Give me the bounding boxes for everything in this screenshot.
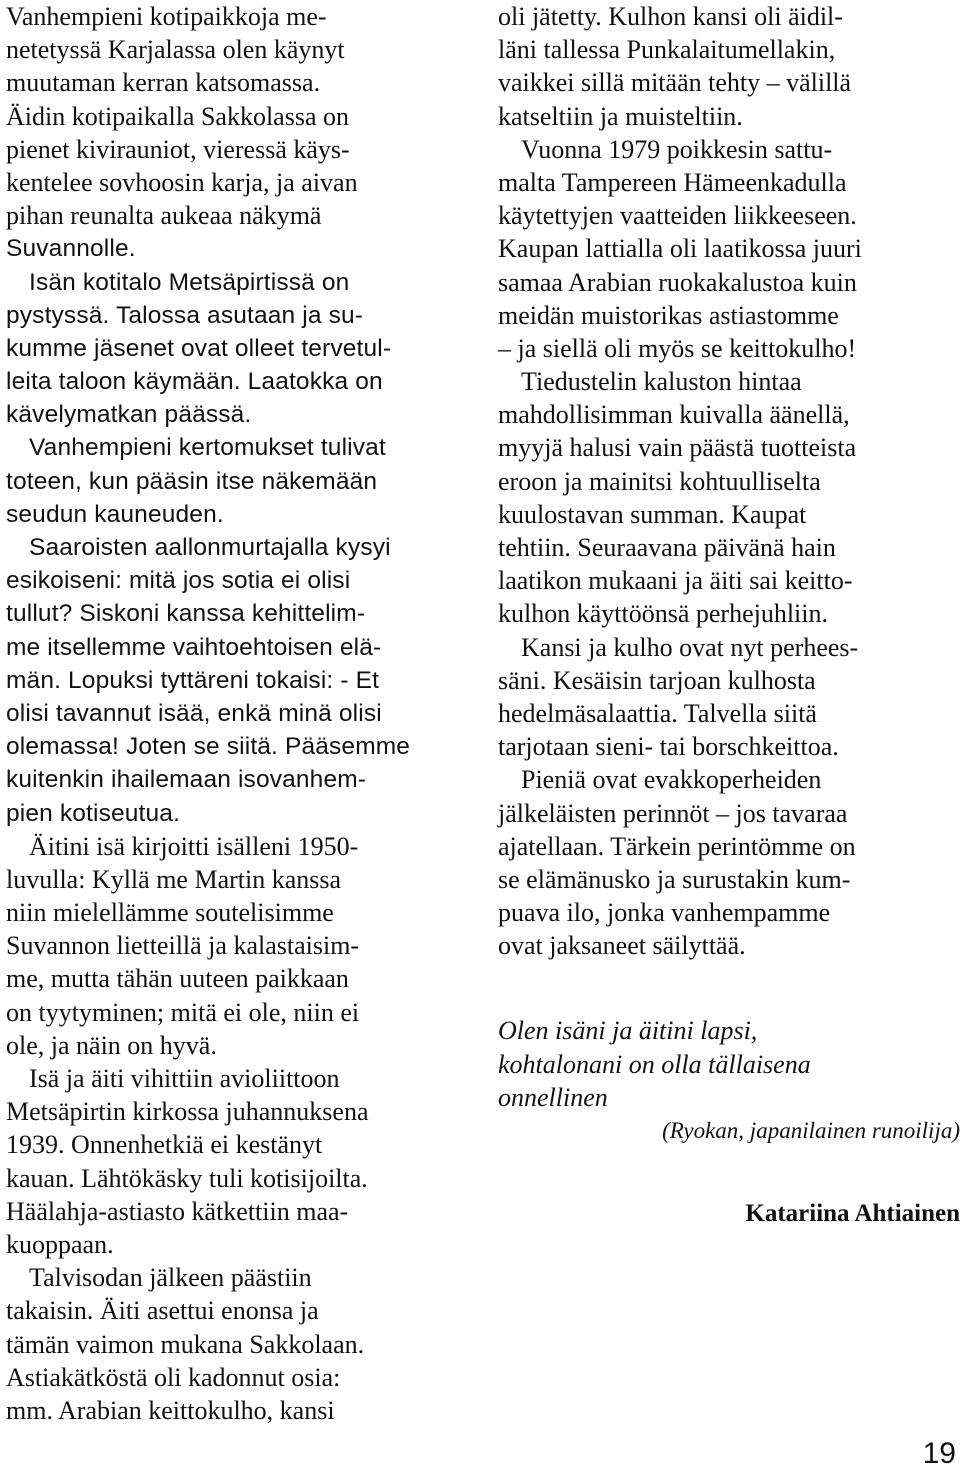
text-line: Häälahja-astiasto kätkettiin maa-	[6, 1196, 349, 1226]
text-line: malta Tampereen Hämeenkadulla	[498, 167, 847, 197]
text-line: Astiakätköstä oli kadonnut osia:	[6, 1362, 341, 1392]
text-line: toteen, kun pääsin itse näkemään	[6, 467, 378, 495]
text-line: tarjotaan sieni- tai borschkeittoa.	[498, 732, 839, 762]
text-line: Isän kotitalo Metsäpirtissä on	[29, 268, 350, 296]
page-number: 19	[922, 1437, 956, 1470]
text-line: Kansi ja kulho ovat nyt perhees-	[521, 632, 859, 662]
text-line: käytettyjen vaatteiden liikkeeseen.	[498, 201, 857, 231]
text-line: kuulostavan summan. Kaupat	[498, 499, 807, 529]
text-line: Suvannon lietteillä ja kalastaisim-	[6, 931, 360, 961]
text-line: kumme jäsenet ovat olleet tervetul-	[6, 334, 392, 362]
left-column	[6, 0, 456, 1427]
text-line: män. Lopuksi tyttäreni tokaisi: - Et	[6, 666, 380, 694]
text-line: me itsellemme vaihtoehtoisen elä-	[6, 633, 382, 661]
text-line: leita taloon käymään. Laatokka on	[6, 368, 383, 396]
text-line: pienet kivirauniot, vieressä käys-	[6, 134, 350, 164]
text-line: se elämänusko ja surustakin kum-	[498, 864, 851, 894]
right-column-body	[498, 0, 950, 962]
text-line: ajatellaan. Tärkein perintömme on	[498, 831, 856, 861]
text-line: tullut? Siskoni kanssa kehittelim-	[6, 600, 366, 628]
text-line: pien kotiseutua.	[6, 799, 181, 827]
text-line: esikoiseni: mitä jos sotia ei olisi	[6, 567, 351, 595]
text-line: katseltiin ja muisteltiin.	[498, 101, 743, 131]
text-line: säni. Kesäisin tarjoan kulhosta	[498, 665, 816, 695]
text-line: Vanhempieni kertomukset tulivat	[29, 434, 386, 462]
text-line: Talvisodan jälkeen päästiin	[29, 1263, 312, 1293]
text-line: puava ilo, jonka vanhempamme	[498, 898, 831, 928]
text-line: Vuonna 1979 poikkesin sattu-	[521, 134, 833, 164]
text-line: luvulla: Kyllä me Martin kanssa	[6, 864, 342, 894]
text-line: seudun kauneuden.	[6, 500, 224, 528]
text-line: pystyssä. Talossa asutaan ja su-	[6, 301, 364, 329]
text-line: Äitini isä kirjoitti isälleni 1950-	[29, 831, 359, 861]
text-line: on tyytyminen; mitä ei ole, niin ei	[6, 997, 360, 1027]
text-line: Kaupan lattialla oli laatikossa juuri	[498, 234, 862, 264]
poem-line: Olen isäni ja äitini lapsi,	[498, 1016, 758, 1046]
poem-attribution: (Ryokan, japanilainen runoilija)	[662, 1118, 960, 1143]
text-line: Metsäpirtin kirkossa juhannuksena	[6, 1097, 369, 1127]
text-line: Pieniä ovat evakkoperheiden	[521, 765, 822, 795]
text-line: Saaroisten aallonmurtajalla kysyi	[29, 534, 391, 561]
text-line: 1939. Onnenhetkiä ei kestänyt	[6, 1130, 323, 1160]
poem-line: kohtalonani on olla tällaisena	[498, 1049, 811, 1079]
text-line: Isä ja äiti vihittiin avioliittoon	[29, 1064, 340, 1093]
text-line: eroon ja mainitsi kohtuulliselta	[498, 466, 821, 496]
text-line: mm. Arabian keittokulho, kansi	[6, 1395, 335, 1425]
text-line: Vanhempieni kotipaikkoja me-	[6, 2, 327, 31]
text-line: oli jätetty. Kulhon kansi oli äidil-	[498, 2, 843, 31]
text-line: tämän vaimon mukana Sakkolaan.	[6, 1329, 365, 1359]
text-line: kuoppaan.	[6, 1229, 114, 1259]
text-line: olisi tavannut isää, enkä minä olisi	[6, 699, 382, 727]
poem-line: onnellinen	[498, 1082, 608, 1112]
text-line: pihan reunalta aukeaa näkymä	[6, 201, 322, 231]
text-line: me, mutta tähän uuteen paikkaan	[6, 964, 349, 994]
text-line: vaikkei sillä mitään tehty – välillä	[498, 68, 852, 98]
text-line: kulhon käyttöönsä perhejuhliin.	[498, 599, 829, 629]
text-line: Tiedustelin kaluston hintaa	[521, 367, 802, 397]
text-line: myyjä halusi vain päästä tuotteista	[498, 433, 857, 463]
text-line: niin mielellämme soutelisimme	[6, 898, 334, 928]
text-line: samaa Arabian ruokakalustoa kuin	[498, 267, 857, 297]
text-line: läni tallessa Punkalaitumellakin,	[498, 35, 836, 65]
text-line: muutaman kerran katsomassa.	[6, 68, 321, 98]
author-signature: Katariina Ahtiainen	[745, 1200, 960, 1228]
text-line: Suvannolle.	[6, 235, 136, 263]
text-line: kuitenkin ihailemaan isovanhem-	[6, 766, 367, 794]
poem-spacer	[498, 962, 950, 1014]
text-line: kauan. Lähtökäsky tuli kotisijoilta.	[6, 1163, 368, 1193]
poem-quote	[498, 1014, 960, 1147]
text-line: tehtiin. Seuraavana päivänä hain	[498, 533, 836, 562]
text-line: olemassa! Joten se siitä. Pääsemme	[6, 733, 411, 761]
text-line: meidän muistorikas astiastomme	[498, 300, 839, 330]
text-line: Äidin kotipaikalla Sakkolassa on	[6, 101, 350, 131]
text-line: kentelee sovhoosin karja, ja aivan	[6, 167, 358, 197]
text-line: hedelmäsalaattia. Talvella siitä	[498, 698, 817, 728]
text-line: – ja siellä oli myös se keittokulho!	[498, 333, 857, 363]
text-line: kävelymatkan päässä.	[6, 401, 252, 429]
right-column	[498, 0, 960, 1230]
text-line: jälkeläisten perinnöt – jos tavaraa	[498, 798, 848, 828]
text-line: takaisin. Äiti asettui enonsa ja	[6, 1296, 319, 1326]
text-line: mahdollisimman kuivalla äänellä,	[498, 400, 850, 430]
text-line: ole, ja näin on hyvä.	[6, 1030, 217, 1060]
text-line: laatikon mukaani ja äiti sai keitto-	[498, 566, 853, 596]
text-line: netetyssä Karjalassa olen käynyt	[6, 35, 345, 65]
text-line: ovat jaksaneet säilyttää.	[498, 931, 746, 961]
